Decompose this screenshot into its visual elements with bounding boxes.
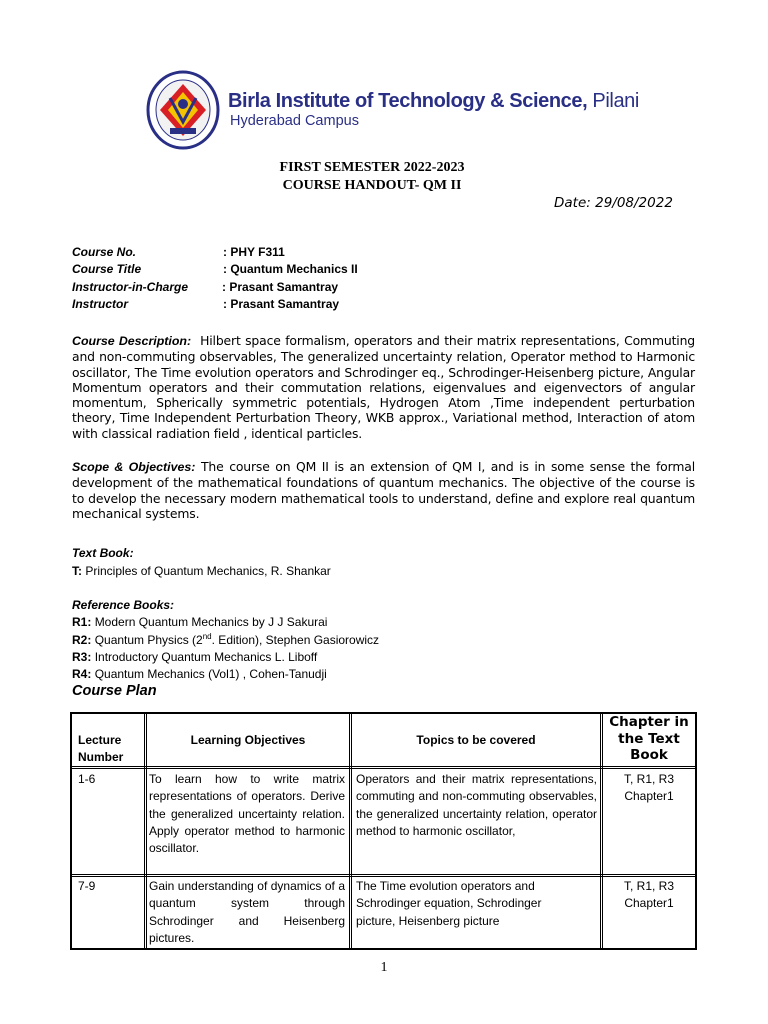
institute-header bbox=[144, 68, 639, 154]
info-value: : PHY F311 bbox=[223, 245, 285, 259]
row-divider bbox=[72, 874, 695, 877]
institute-city: Pilani bbox=[592, 90, 639, 112]
info-label: Instructor bbox=[72, 296, 129, 311]
table-cell-topics: Operators and their matrix representations, commuting and non-commuting observables, the generalized uncertainty relation, operator method to harmonic oscillator, bbox=[356, 772, 597, 838]
list-item: R1: Modern Quantum Mechanics by J J Sakurai bbox=[72, 615, 328, 629]
table-cell-objectives: Gain understanding of dynamics of a quantum system through Schrodinger and Heisenberg pictures. bbox=[149, 879, 345, 945]
handout-date: Date: 29/08/2022 bbox=[554, 195, 673, 211]
info-value: : Quantum Mechanics II bbox=[223, 262, 358, 277]
page-number: 1 bbox=[380, 960, 388, 975]
table-cell-lecture: 7-9 bbox=[78, 879, 96, 893]
scope-objectives bbox=[72, 459, 695, 521]
info-value: : Prasant Samantray bbox=[223, 296, 340, 311]
semester-title: FIRST SEMESTER 2022-2023 bbox=[279, 160, 465, 175]
description-label: Course Description: bbox=[72, 334, 192, 348]
table-cell-lecture: 1-6 bbox=[78, 772, 96, 786]
table-cell-objectives: To learn how to write matrix representations of operators. Derive the generalized uncertainty relation. Apply operator method to harmonic oscillator. bbox=[149, 772, 345, 856]
text-book-title: Principles of Quantum Mechanics, R. Shankar bbox=[85, 564, 331, 578]
list-item: R4: Quantum Mechanics (Vol1) , Cohen-Tanudji bbox=[72, 666, 327, 681]
list-item: R3: Introductory Quantum Mechanics L. Liboff bbox=[72, 649, 318, 664]
handout-title: COURSE HANDOUT- QM II bbox=[282, 178, 462, 193]
table-cell-chapter: T, R1, R3 Chapter1 bbox=[623, 879, 674, 911]
info-label: Course Title bbox=[72, 262, 142, 277]
institute-name: Birla Institute of Technology & Science, Pilani bbox=[228, 90, 639, 112]
scope-label: Scope & Objectives: bbox=[72, 460, 196, 474]
header-topics: Topics to be covered bbox=[416, 733, 536, 747]
info-label: Course No. bbox=[72, 245, 137, 259]
header-lecture-number: Lecture Number bbox=[78, 733, 124, 765]
text-book-code: T: bbox=[72, 564, 82, 578]
info-value: : Prasant Samantray bbox=[222, 279, 339, 294]
column-divider bbox=[600, 714, 603, 948]
header-learning-objectives: Learning Objectives bbox=[190, 733, 306, 747]
course-description bbox=[72, 333, 695, 441]
column-divider bbox=[144, 714, 147, 948]
course-plan-heading: Course Plan bbox=[72, 683, 157, 699]
description-text: Hilbert space formalism, operators and their matrix representations, Commuting and non-commuting observables, The generalized uncertainty relation, Operator method to Harmonic oscillator, The Time evolution operators and Schrodinger eq., Schrodinger-Heisenberg picture, Angular Momentum operators and their commutation relations, eigenvalues and eigenvectors of angular momentum, Spherically symmetric potentials, Hydrogen Atom ,Time independent perturbation theory, Time Independent Perturbation Theory, WKB approx., Variational method, Interaction of atom with classical radiation field , identical particles. bbox=[72, 333, 696, 441]
column-divider bbox=[349, 714, 352, 948]
row-divider bbox=[72, 766, 695, 769]
text-book-heading: Text Book: bbox=[72, 546, 134, 560]
text-book-entry bbox=[72, 564, 331, 578]
scope-text: The course on QM II is an extension of QM I, and is in some sense the formal development of the mathematical foundations of quantum mechanics. The objective of the course is to develop the necessary modern mathematical tools to understand, define and explore real quantum mechanical systems. bbox=[72, 459, 695, 521]
reference-books-heading: Reference Books: bbox=[72, 598, 175, 612]
table-cell-chapter: T, R1, R3 Chapter1 bbox=[623, 772, 674, 804]
header-chapter: Chapter in the Text Book bbox=[609, 714, 689, 763]
institute-campus: Hyderabad Campus bbox=[230, 113, 359, 129]
info-label: Instructor-in-Charge bbox=[72, 279, 189, 294]
bits-emblem-icon bbox=[146, 70, 220, 150]
reference-books-list bbox=[72, 615, 379, 684]
list-item: R2: Quantum Physics (2nd. Edition), Stephen Gasiorowicz bbox=[72, 632, 380, 648]
course-plan-table bbox=[70, 712, 697, 950]
table-cell-topics: The Time evolution operators and Schrodinger equation, Schrodinger picture, Heisenberg picture bbox=[356, 879, 542, 928]
